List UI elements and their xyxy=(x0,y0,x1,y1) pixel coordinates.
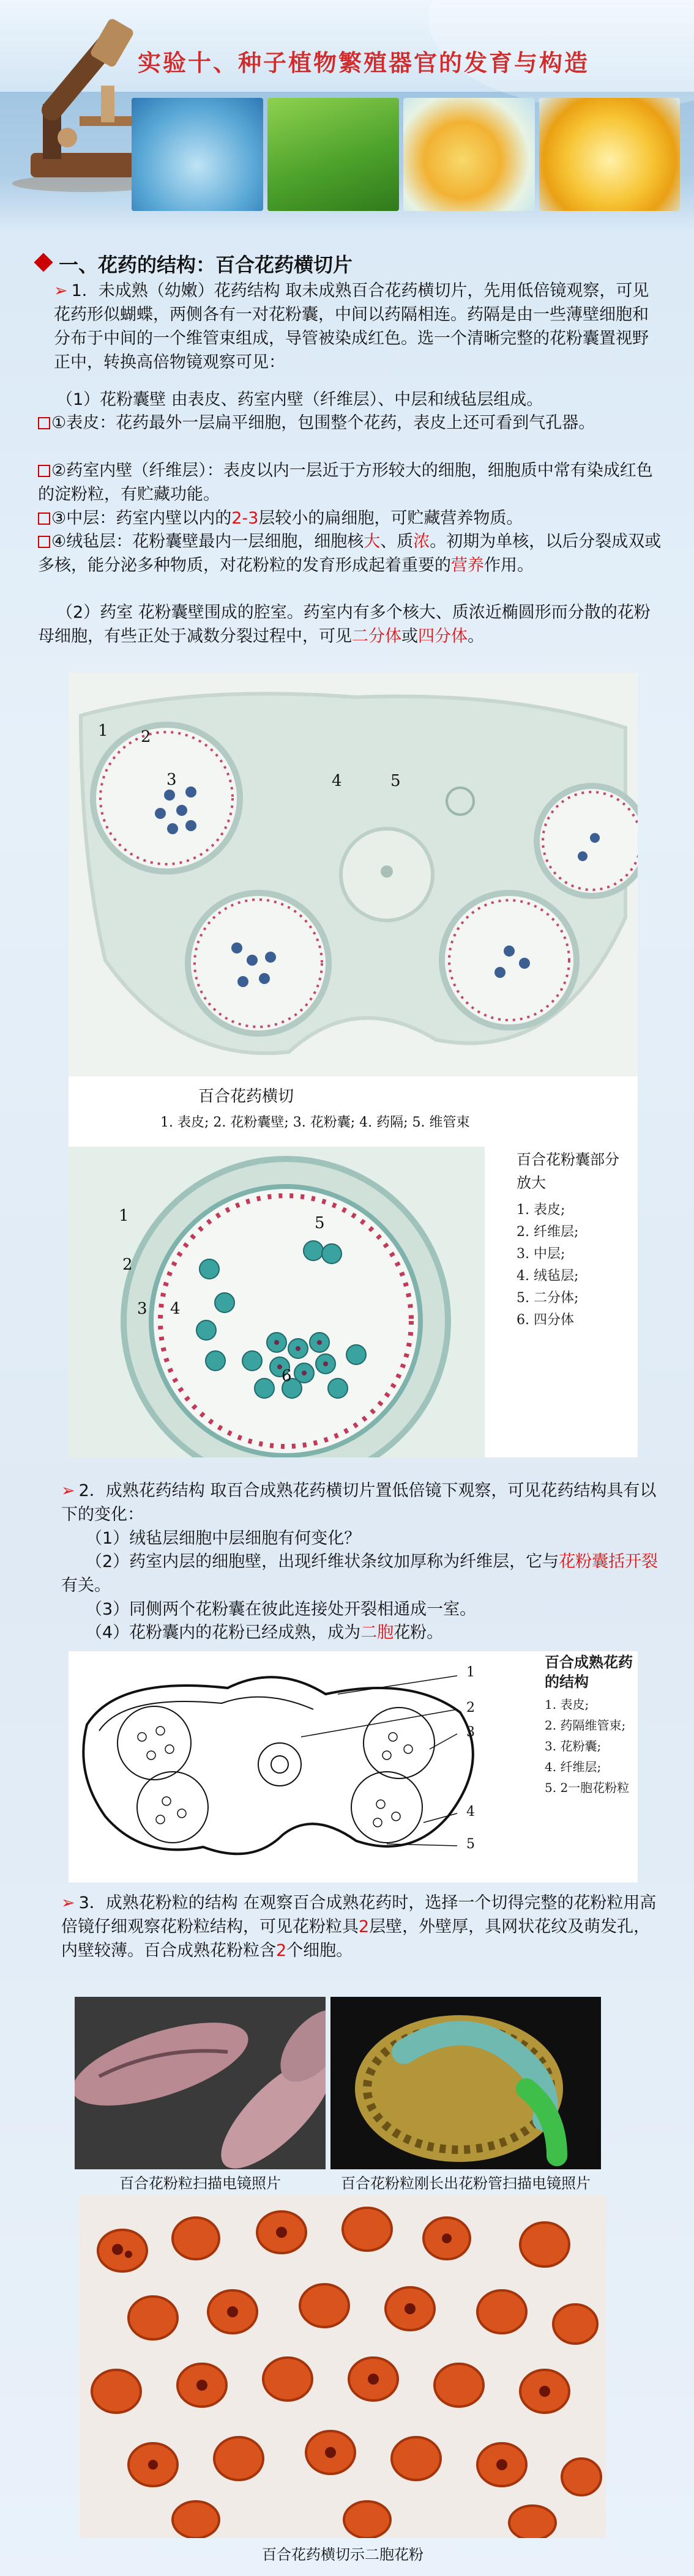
checkbox-icon xyxy=(38,536,50,548)
mature-anther-drawing xyxy=(69,1651,497,1882)
anther-cross-section-figure xyxy=(69,673,638,1147)
figure-label: 1 xyxy=(119,1207,129,1225)
pollen-tube-sem-photo xyxy=(330,1997,601,2169)
figure-label: 1 xyxy=(466,1665,475,1680)
figure-label: 5 xyxy=(390,772,401,790)
water-drop-image xyxy=(132,98,263,211)
figure-label: 3 xyxy=(166,771,177,789)
figure-label: 2 xyxy=(122,1256,133,1274)
figure-label: 4 xyxy=(170,1300,181,1318)
section2-item-1: （1）绒毡层细胞中层细胞有何变化？ xyxy=(86,1529,361,1548)
tapetum-text: ④绒毡层：花粉囊壁最内一层细胞，细胞核大、质浓。初期为单核，以后分裂成双或多核，能分泌多种物质，对花粉粒的发育形成起着重要的营养作用。 xyxy=(38,532,662,575)
section2-item-3: （3）同侧两个花粉囊在彼此连接处开裂相通成一室。 xyxy=(86,1600,477,1619)
checkbox-icon xyxy=(38,417,50,429)
figure-label: 6 xyxy=(282,1367,292,1385)
figure-label: 2 xyxy=(466,1700,475,1715)
figure-side-legend xyxy=(517,1147,627,1331)
figure-side-title: 百合花粉囊部分放大 xyxy=(517,1151,619,1191)
checkbox-icon xyxy=(38,465,50,477)
pollen-sac-micrograph xyxy=(69,1147,485,1457)
header-banner xyxy=(0,0,694,232)
middle-layer-text: ③中层：药室内壁以内的2-3层较小的扁细胞，可贮藏营养物质。 xyxy=(38,506,662,530)
legend-item: 3. 花粉囊; xyxy=(545,1739,602,1753)
legend-item: 4. 绒毡层; xyxy=(517,1268,579,1284)
epidermis-text: ①表皮：花药最外一层扁平细胞，包围整个花药，表皮上还可看到气孔器。 xyxy=(38,411,662,435)
section2-intro: ➢ 2．成熟花药结构 取百合成熟花药横切片置低倍镜下观察，可见花药结构具有以下的变化： xyxy=(61,1481,657,1524)
arrow-bullet-icon: ➢ xyxy=(61,1893,75,1912)
photo-caption-left: 百合花粉粒扫描电镜照片 xyxy=(119,2175,281,2192)
figure-label: 4 xyxy=(466,1804,475,1819)
legend-item: 5. 二分体; xyxy=(517,1290,579,1306)
anther-locule-text: （2）药室 花粉囊壁围成的腔室。药室内有多个核大、质浓近椭圆形而分散的花粉母细胞，有些正处于减数分裂过程中，可见二分体或四分体。 xyxy=(38,603,651,646)
diamond-bullet-icon xyxy=(34,253,53,272)
petri-dish-image xyxy=(403,98,535,211)
endothecium-text: ②药室内壁（纤维层）：表皮以内一层近于方形较大的细胞，细胞质中常有染成红色的淀粉粒，有贮藏功能。 xyxy=(38,461,653,504)
anther-micrograph xyxy=(69,673,638,1076)
legend-item: 3. 中层; xyxy=(517,1246,565,1262)
checkbox-icon xyxy=(38,513,50,525)
arrow-bullet-icon: ➢ xyxy=(54,281,68,300)
legend-item: 1. 表皮; xyxy=(517,1202,565,1218)
mature-anther-figure xyxy=(69,1651,638,1882)
legend-item: 5. 2一胞花粉粒 xyxy=(545,1780,630,1795)
pollen-sac-detail-figure xyxy=(69,1147,638,1457)
figure-caption: 百合花药横切 xyxy=(198,1087,294,1106)
section3-text: ➢ 3．成熟花粉粒的结构 在观察百合成熟花药时，选择一个切得完整的花粉粒用高倍镜仔细观察花粉粒结构，可见花粉粒具2层壁，外壁厚，具网状花纹及萌发孔，内壁较薄。百合成熟花粉粒含2个细胞。 xyxy=(61,1893,657,1960)
pollen-sac-wall-text: （1）花粉囊壁 由表皮、药室内壁（纤维层）、中层和绒毡层组成。 xyxy=(56,390,543,409)
section2-item-4: （4）花粉囊内的花粉已经成熟，成为二胞花粉。 xyxy=(86,1623,444,1642)
legend-item: 4. 纤维层; xyxy=(545,1760,602,1774)
figure-label: 5 xyxy=(466,1837,475,1852)
pollen-sem-photo xyxy=(75,1997,326,2169)
banner-title: 实验十、种子植物繁殖器官的发育与构造 xyxy=(138,49,590,76)
lily-flower-image xyxy=(539,98,680,211)
section2-item-2: （2）药室内层的细胞壁，出现纤维状条纹加厚称为纤维层，它与花粉囊括开裂有关。 xyxy=(61,1552,659,1595)
photo-caption-right: 百合花粉粒刚长出花粉管扫描电镜照片 xyxy=(341,2175,591,2192)
figure-label: 4 xyxy=(332,772,342,790)
section1-intro: ➢ 1．未成熟（幼嫩）花药结构 取未成熟百合花药横切片，先用低倍镜观察，可见花药形似蝴蝶，两侧各有一对花粉囊，中间以药隔相连。药隔是由一些薄壁细胞和分布于中间的一个维管束组成，导管被染成红色。选一个清晰完整的花粉囊置视野正中，转换高倍物镜观察可见： xyxy=(54,281,649,372)
figure-label: 2 xyxy=(141,728,151,746)
leaf-drops-image xyxy=(267,98,399,211)
figure-legend: 1. 表皮; 2. 花粉囊壁; 3. 花粉囊; 4. 药隔; 5. 维管束 xyxy=(160,1115,470,1130)
figure-label: 3 xyxy=(137,1300,147,1318)
arrow-bullet-icon: ➢ xyxy=(61,1481,75,1500)
legend-item: 2. 纤维层; xyxy=(517,1224,579,1240)
figure-label: 1 xyxy=(98,722,108,740)
figure-side-title: 百合成熟花药的结构 xyxy=(545,1654,633,1690)
photo-caption-bottom: 百合花药横切示二胞花粉 xyxy=(262,2546,423,2563)
figure-label: 5 xyxy=(315,1214,325,1232)
legend-item: 6. 四分体 xyxy=(517,1312,574,1328)
section-heading: 一、花药的结构：百合花药横切片 xyxy=(37,250,353,278)
figure-label: 3 xyxy=(466,1725,475,1740)
two-celled-pollen-micrograph xyxy=(80,2196,606,2538)
figure-side-legend xyxy=(545,1653,636,1798)
legend-item: 2. 药隔维管束; xyxy=(545,1718,626,1733)
legend-item: 1. 表皮; xyxy=(545,1697,589,1712)
